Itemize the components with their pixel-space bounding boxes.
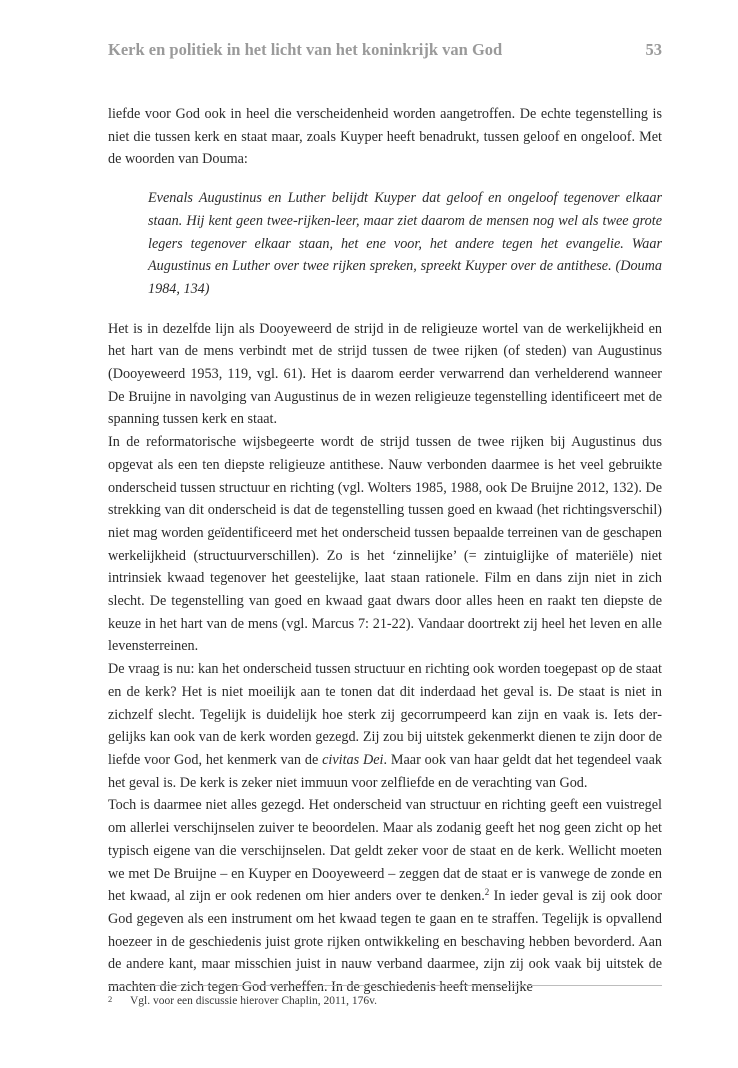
page-number: 53 — [645, 40, 662, 59]
footnote-reference[interactable]: 2 — [484, 887, 490, 898]
paragraph-5-start: Toch is daarmee niet alles gezegd. Het onderscheid van structuur en richting geeft een vuistregel om allerlei verschijnselen zuiver te beoordelen. Maar als zodanig geeft het nog geen zicht op het typisch eigene van die verschijnselen. Dat geldt zeker voor de staat en de kerk. Wellicht moeten we met De Bruijne – en Kuyper en Dooyeweerd – zeggen dat de staat er is vanwege de zonde en het kwaad, al zijn er ook redenen om hier anders over te denken. — [108, 797, 662, 905]
footnote-text: Vgl. voor een discussie hierover Chaplin, 2011, 176v. — [130, 995, 377, 1007]
paragraph-4-start: De vraag is nu: kan het onderscheid tussen structuur en richting ook worden toegepast op de staat en de kerk? Het is niet moeilijk aan te tonen dat dit inderdaad het geval is. De staat is niet in zichzelf slecht. Tegelijk is duidelijk hoe sterk zij gecorrumpeerd kan zijn en vaak is. Iets dergelijks kan ook van de kerk worden gezegd. Zij zou bij uitstek gekenmerkt dienen te zijn door de liefde voor God, het kenmerk van de — [108, 661, 662, 768]
block-quote: Evenals Augustinus en Luther belijdt Kuyper dat geloof en ongeloof tegenover elkaar staan. Hij kent geen twee-rijken-leer, maar ziet daarom de mensen nog wel als twee grote legers tegenover elkaar staan, het ene voor, het andere tegen het evangelie. Waar Augustinus en Luther over twee rijken spreken, spreekt Kuyper over de antithese. (Douma 1984, 134) — [148, 190, 662, 297]
paragraph-1: liefde voor God ook in heel die verscheidenheid worden aangetroffen. De echte tegenstelling is niet die tussen kerk en staat maar, zoals Kuyper heeft benadrukt, tussen geloof en ongeloof. Met de woorden van Douma: — [108, 106, 662, 168]
paragraph-3: In de reformatorische wijsbegeerte wordt de strijd tussen de twee rijken bij Augustinus dus opgevat als een ten diepste religieuze antithese. Nauw verbonden daarmee is het veel gebruikte onderscheid tussen structuur en richting (vgl. Wolters 1985, 1988, ook De Bruijne 2012, 132). De strekking van dit onderscheid is dat de tegenstelling tussen goed en kwaad (het richtingsverschil) niet mag worden geïdentificeerd met het onderscheid tussen bepaalde terreinen van de geschapen werkelijkheid (structuurverschillen). Zo is het ‘zinnelijke’ (= zintuiglijke of materiële) niet intrinsiek kwaad tegenover het geestelijke, laat staan rationele. Film en dans zijn niet in zich slecht. De tegenstelling van goed en kwaad gaat dwars door alles heen en raakt ten diepste de keuze in het hart van de mens (vgl. Marcus 7: 21-22). Vandaar doortrekt zij heel het leven en alle levensterreinen. — [108, 434, 662, 655]
paragraph-5-end: In ieder geval is zij ook door God gegeven als een instrument om het kwaad tegen te gaan en te straffen. Tegelijk is opvallend hoezeer in de geschiedenis juist grote rijken ontwikkeling en beschaving hebben bevorderd. Aan de andere kant, maar misschien juist in nauw verband daarmee, zijn zij ook vaak bij uitstek de machten die zich tegen God verheffen. In de geschiedenis heeft menselijke — [108, 888, 662, 996]
paragraph-2: Het is in dezelfde lijn als Dooyeweerd de strijd in de religieuze wortel van de werkelijkheid en het hart van de mens verbindt met de strijd tussen de twee rijken (of steden) van Augustinus (Dooyeweerd 1953, 119, vgl. 61). Het is daarom eerder verwarrend dan verhelderend wanneer De Bruijne in navolging van Augustinus de in wezen religieuze tegenstelling identificeert met de spanning tussen kerk en staat. — [108, 320, 662, 428]
footnote-number: 2 — [108, 994, 113, 1004]
footnote-divider — [108, 985, 662, 986]
paragraph-5 — [108, 794, 662, 998]
paragraph-4-italic: civitas Dei — [322, 751, 384, 768]
running-head-title: Kerk en politiek in het licht van het koninkrijk van God — [108, 40, 503, 59]
body-text — [108, 103, 662, 999]
running-head — [108, 40, 662, 64]
paragraph-4 — [108, 658, 662, 794]
paragraph-4-end: . Maar ook van haar geldt dat het tegendeel vaak het geval is. De kerk is zeker niet immuun voor zelfliefde en de verachting van God. — [108, 751, 662, 791]
